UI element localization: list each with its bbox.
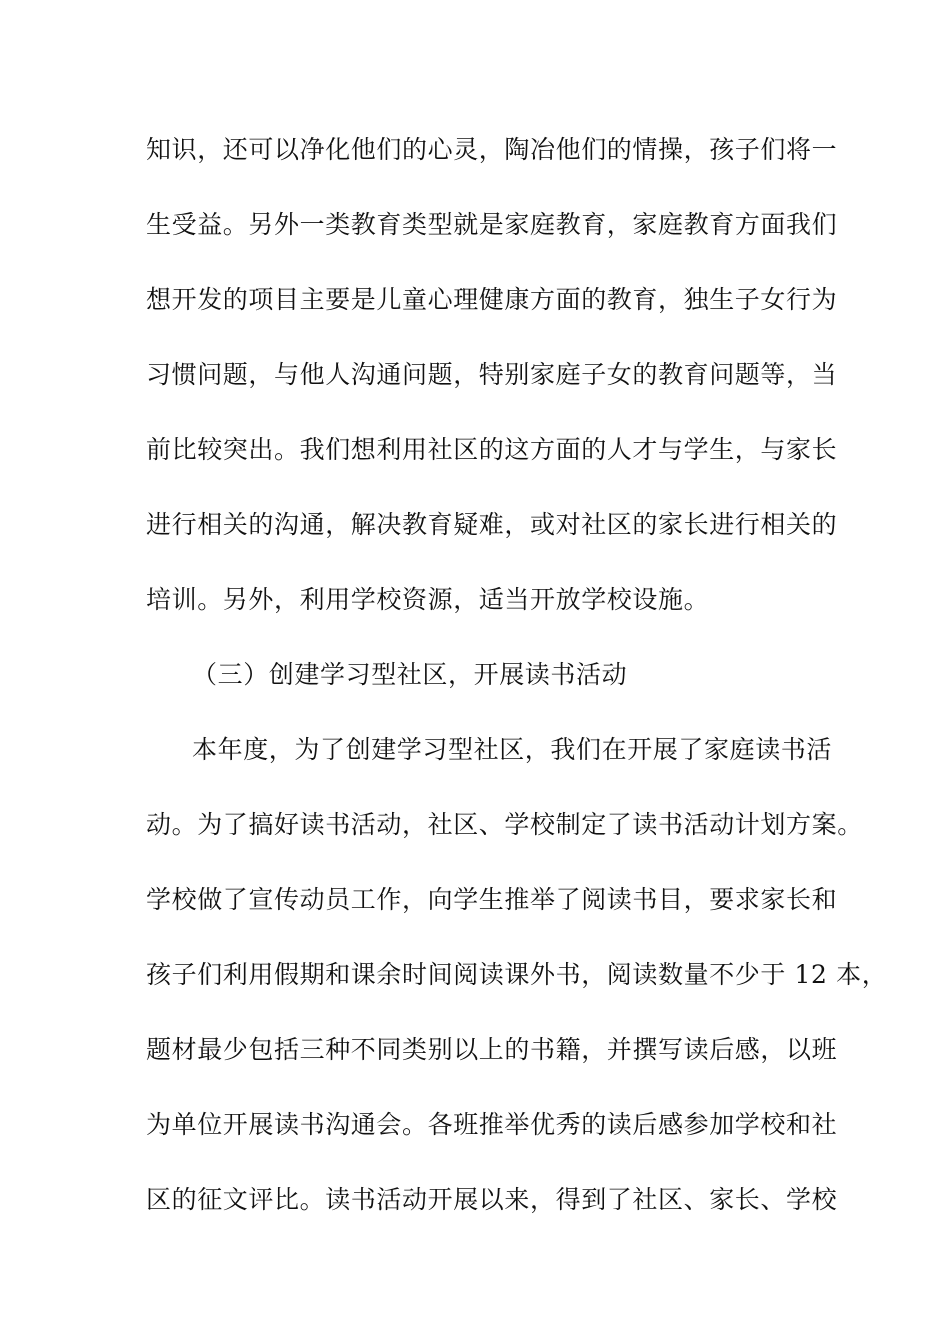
paragraph-line-2: 生受益。另外一类教育类型就是家庭教育，家庭教育方面我们	[146, 210, 838, 239]
paragraph-line-14: 区的征文评比。读书活动开展以来，得到了社区、家长、学校	[146, 1185, 838, 1214]
paragraph-line-9: 动。为了搞好读书活动，社区、学校制定了读书活动计划方案。	[146, 810, 863, 839]
paragraph-line-6: 进行相关的沟通，解决教育疑难，或对社区的家长进行相关的	[146, 510, 838, 539]
paragraph-line-5: 前比较突出。我们想利用社区的这方面的人才与学生，与家长	[146, 435, 838, 464]
paragraph-line-1: 知识，还可以净化他们的心灵，陶冶他们的情操，孩子们将一	[146, 135, 838, 164]
paragraph-line-8: 本年度，为了创建学习型社区，我们在开展了家庭读书活	[192, 735, 833, 764]
paragraph-line-7: 培训。另外，利用学校资源，适当开放学校设施。	[146, 585, 710, 614]
paragraph-line-11: 孩子们利用假期和课余时间阅读课外书，阅读数量不少于 12 本，	[146, 960, 888, 989]
section-heading: （三）创建学习型社区，开展读书活动	[192, 660, 628, 689]
paragraph-line-13: 为单位开展读书沟通会。各班推举优秀的读后感参加学校和社	[146, 1110, 838, 1139]
paragraph-line-4: 习惯问题，与他人沟通问题，特别家庭子女的教育问题等，当	[146, 360, 838, 389]
paragraph-line-10: 学校做了宣传动员工作，向学生推举了阅读书目，要求家长和	[146, 885, 838, 914]
paragraph-line-12: 题材最少包括三种不同类别以上的书籍，并撰写读后感，以班	[146, 1035, 838, 1064]
paragraph-line-3: 想开发的项目主要是儿童心理健康方面的教育，独生子女行为	[146, 285, 838, 314]
